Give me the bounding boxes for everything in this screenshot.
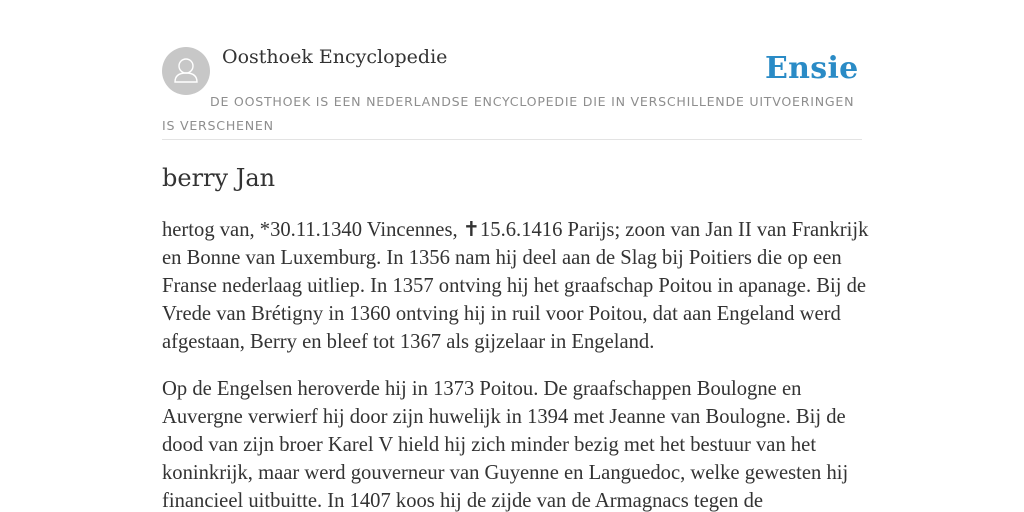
header-divider [162, 139, 862, 140]
article-body [162, 216, 872, 512]
site-tagline: DE OOSTHOEK IS EEN NEDERLANDSE ENCYCLOPEDIE DIE IN VERSCHILLENDE UITVOERINGEN IS VERSCHENEN [162, 94, 855, 133]
brand-logo-link[interactable]: Ensie [765, 51, 859, 86]
site-name-link[interactable]: Oosthoek Encyclopedie [222, 46, 448, 68]
user-silhouette-icon [162, 47, 210, 95]
article-title: berry Jan [162, 164, 276, 192]
article-paragraph: Op de Engelsen heroverde hij in 1373 Poitou. De graafschappen Boulogne en Auvergne verwierf hij door zijn huwelijk in 1394 met Jeanne van Boulogne. Bij de dood van zijn broer Karel V hield hij zich minder bezig met het bestuur van het koninkrijk, maar werd gouverneur van Guyenne en Languedoc, welke gewesten hij financieel uitbuitte. In 1407 koos hij de zijde van de Armagnacs tegen de [162, 378, 849, 512]
article-paragraph: hertog van, *30.11.1340 Vincennes, ✝15.6.1416 Parijs; zoon van Jan II van Frankrijk en Bonne van Luxemburg. In 1356 nam hij deel aan de Slag bij Poitiers die op een Franse nederlaag uitliep. In 1357 ontving hij het graafschap Poitou in apanage. Bij de Vrede van Brétigny in 1360 ontving hij in ruil voor Poitou, dat aan Engeland werd afgestaan, Berry en bleef tot 1367 als gijzelaar in Engeland. [162, 219, 869, 353]
user-avatar-icon [162, 47, 210, 95]
